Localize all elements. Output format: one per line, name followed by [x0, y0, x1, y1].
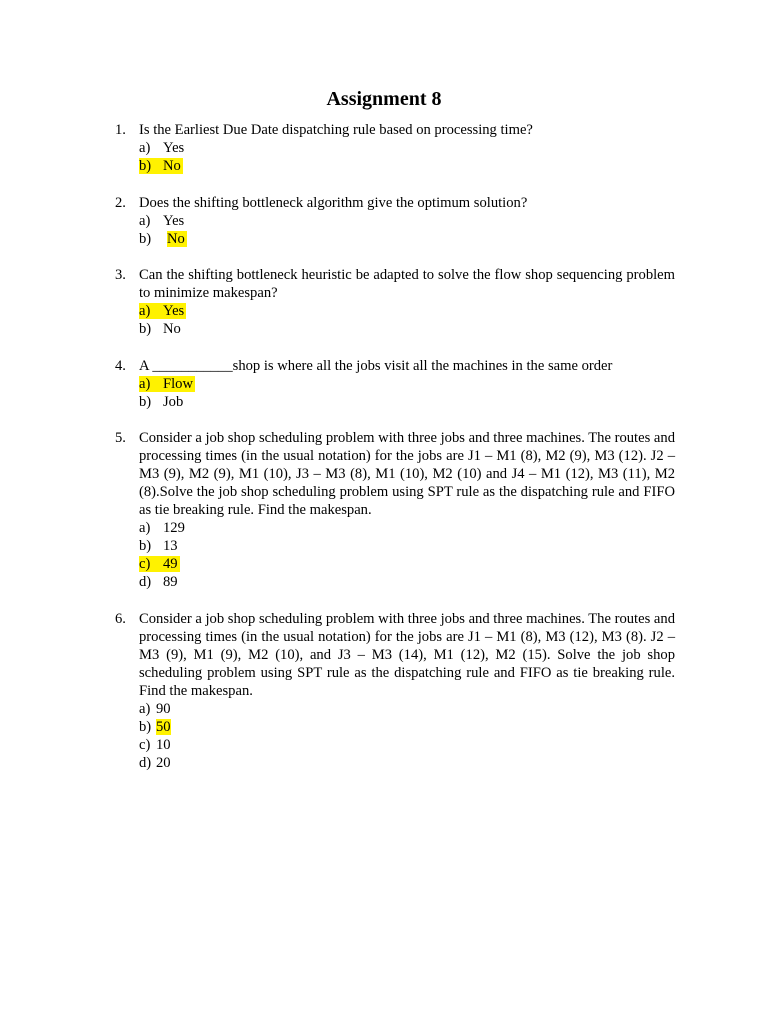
option-list: [139, 139, 675, 175]
question-number: 5.: [115, 430, 126, 446]
option-label: b): [139, 231, 152, 247]
option-label: a): [139, 213, 151, 229]
option-text: 90: [156, 701, 171, 717]
option-text: Yes: [163, 140, 185, 156]
option-label: a): [139, 376, 151, 392]
question-number: 4.: [115, 358, 126, 374]
option-list: [139, 375, 675, 411]
option-text-highlighted: No: [167, 231, 185, 247]
option-list: [139, 212, 675, 248]
question-5: [115, 429, 675, 591]
question-1: [115, 121, 675, 175]
option-b: [139, 393, 675, 411]
option-text: Job: [163, 394, 184, 410]
option-list: [139, 302, 675, 338]
option-label: a): [139, 701, 151, 717]
question-4: [115, 357, 675, 411]
option-a: [139, 302, 675, 320]
option-list: [139, 700, 675, 772]
option-c: [139, 555, 675, 573]
option-text: 10: [156, 737, 171, 753]
option-a: [139, 375, 675, 393]
option-label: b): [139, 158, 152, 174]
option-label: b): [139, 719, 152, 735]
option-a: [139, 139, 675, 157]
option-d: [139, 573, 675, 591]
option-b: [139, 537, 675, 555]
option-label: b): [139, 394, 152, 410]
option-label: b): [139, 321, 152, 337]
option-text: Yes: [163, 213, 185, 229]
question-number: 6.: [115, 611, 126, 627]
option-text-highlighted: No: [163, 158, 181, 174]
question-2: [115, 194, 675, 248]
option-c: [139, 736, 675, 754]
option-text-highlighted: Yes: [163, 303, 185, 319]
page-title: Assignment 8: [326, 88, 442, 110]
option-text: 129: [163, 520, 185, 536]
option-b: [139, 157, 675, 175]
option-text-highlighted: 50: [156, 719, 171, 735]
option-label: a): [139, 140, 151, 156]
option-b: [139, 230, 675, 248]
question-text: A ___________shop is where all the jobs visit all the machines in the same order: [139, 358, 613, 374]
question-3: [115, 266, 675, 338]
option-text: No: [163, 321, 181, 337]
question-text: Does the shifting bottleneck algorithm give the optimum solution?: [139, 195, 528, 211]
question-6: [115, 610, 675, 772]
question-text: Consider a job shop scheduling problem with three jobs and three machines. The routes and processing times (in the usual notation) for the jobs are J1 – M1 (8), M2 (9), M3 (12). J2 –M3 (9), M2 (9), M1 (10), J3 – M3 (8), M1 (10), M2 (10) and J4 – M1 (12), M3 (11), M2 (8).Solve the job shop scheduling problem using SPT rule as the dispatching rule and FIFO as tie breaking rule. Find the makespan.: [139, 430, 675, 518]
option-text-highlighted: 49: [163, 556, 178, 572]
question-number: 2.: [115, 195, 126, 211]
question-number: 3.: [115, 267, 126, 283]
option-text-highlighted: Flow: [163, 376, 194, 392]
option-label: a): [139, 303, 151, 319]
option-label: b): [139, 538, 152, 554]
option-label: d): [139, 755, 152, 771]
question-text: Is the Earliest Due Date dispatching rule based on processing time?: [139, 122, 533, 138]
option-b: [139, 718, 675, 736]
option-text: 13: [163, 538, 178, 554]
option-label: a): [139, 520, 151, 536]
option-a: [139, 700, 675, 718]
option-text: 89: [163, 574, 178, 590]
option-a: [139, 519, 675, 537]
option-d: [139, 754, 675, 772]
option-a: [139, 212, 675, 230]
option-label: d): [139, 574, 152, 590]
option-list: [139, 519, 675, 591]
option-b: [139, 320, 675, 338]
question-text: Can the shifting bottleneck heuristic be adapted to solve the flow shop sequencing problem to minimize makespan?: [139, 267, 675, 301]
option-label: c): [139, 737, 151, 753]
option-text: 20: [156, 755, 171, 771]
option-label: c): [139, 556, 151, 572]
question-number: 1.: [115, 122, 126, 138]
question-text: Consider a job shop scheduling problem with three jobs and three machines. The routes and processing times (in the usual notation) for the jobs are J1 – M1 (8), M3 (12), M3 (8). J2 –M3 (9), M1 (9), M2 (10), and J3 – M3 (14), M1 (12), M2 (15). Solve the job shop scheduling problem using SPT rule as the dispatching rule and FIFO as tie breaking rule. Find the makespan.: [139, 611, 675, 699]
